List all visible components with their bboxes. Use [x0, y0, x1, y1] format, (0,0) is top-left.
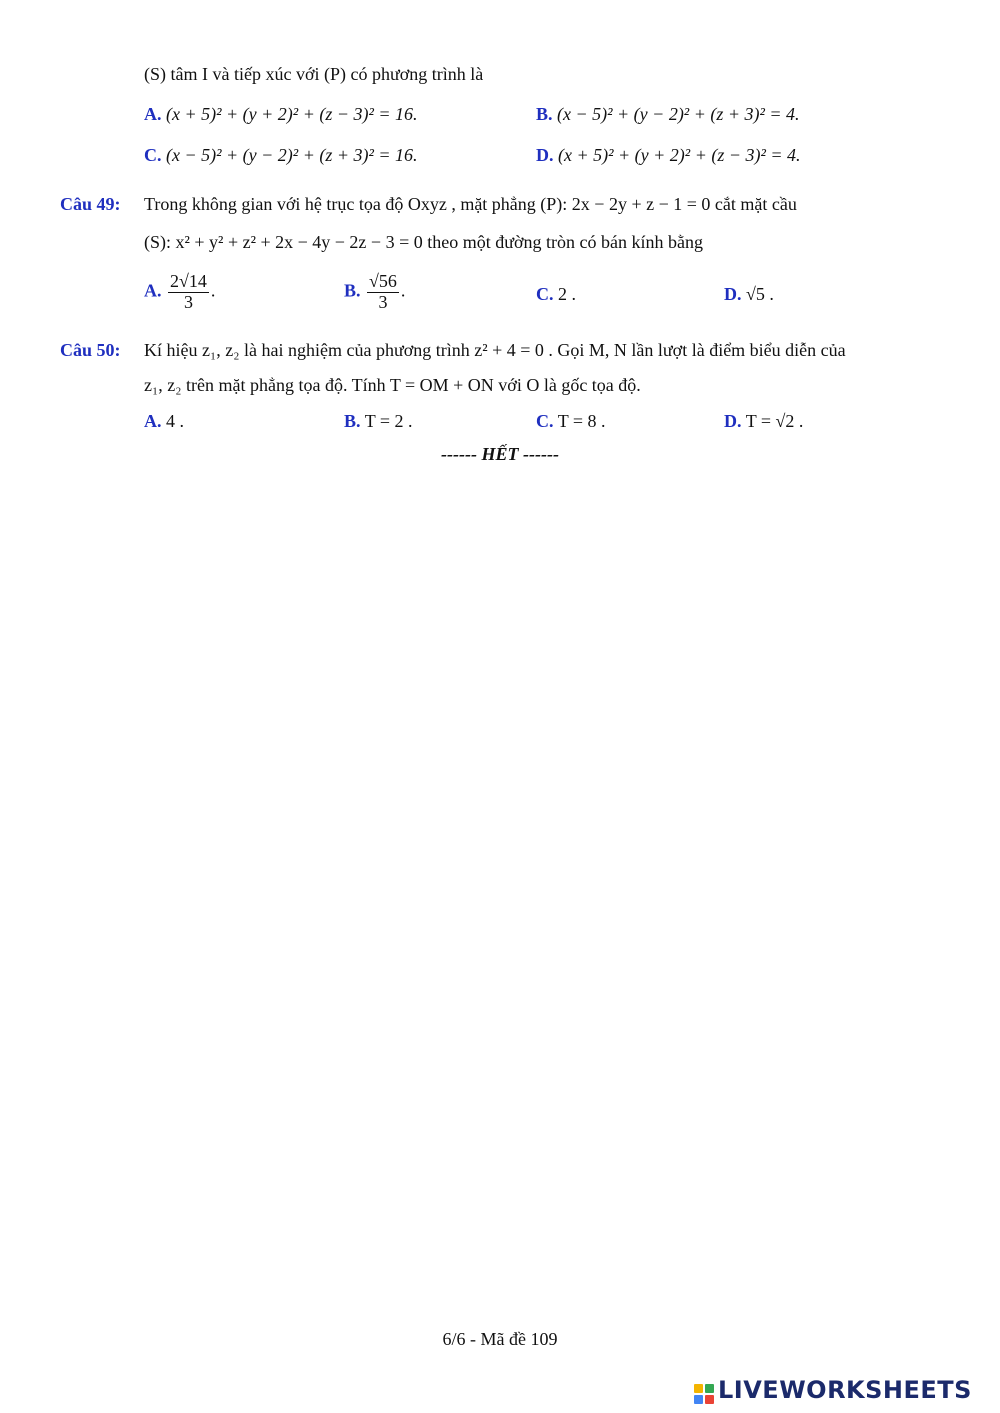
option-label: D. [724, 284, 742, 304]
option-text: T = 2 . [364, 411, 413, 431]
fraction-numerator: √56 [369, 271, 397, 291]
liveworksheets-watermark [694, 1376, 972, 1404]
q49-option-a[interactable] [144, 272, 215, 313]
option-label: B. [344, 411, 361, 431]
q48-stem: (S) tâm I và tiếp xúc với (P) có phương trình là [144, 64, 484, 84]
option-text: T = 8 . [557, 411, 606, 431]
fraction [367, 272, 399, 313]
option-text: (x + 5)² + (y + 2)² + (z − 3)² = 16. [166, 104, 418, 124]
q49-option-c[interactable] [536, 284, 576, 305]
fraction-denominator: 3 [378, 291, 388, 312]
fraction-denominator: 3 [183, 291, 193, 312]
option-label: A. [144, 280, 162, 301]
option-text: (x − 5)² + (y − 2)² + (z + 3)² = 4. [557, 104, 800, 124]
q49-stem-line1: Trong không gian với hệ trục tọa độ Oxyz , mặt phẳng (P): 2x − 2y + z − 1 = 0 cắt mặt cầu [144, 194, 797, 214]
q48-option-b[interactable] [536, 104, 800, 125]
option-label: D. [724, 411, 742, 431]
option-text: 4 . [166, 411, 184, 431]
option-text: 2 . [558, 284, 576, 304]
option-label: C. [536, 284, 554, 304]
q49-option-d[interactable] [724, 284, 774, 305]
q50-option-d[interactable] [724, 411, 803, 432]
option-label: C. [144, 145, 162, 165]
option-text: √5 . [746, 284, 774, 304]
option-label: A. [144, 104, 162, 124]
option-tail: . [400, 280, 406, 301]
q50-stem-line2: z₁, z₂ trên mặt phẳng tọa độ. Tính T = OM + ON với O là gốc tọa độ. [144, 375, 641, 395]
q50-label: Câu 50: [60, 340, 121, 360]
q48-option-a[interactable] [144, 104, 418, 125]
q49-stem-line2: (S): x² + y² + z² + 2x − 4y − 2z − 3 = 0 theo một đường tròn có bán kính bằng [144, 232, 703, 252]
option-text: (x + 5)² + (y + 2)² + (z − 3)² = 4. [558, 145, 801, 165]
q48-option-c[interactable] [144, 145, 418, 166]
option-label: B. [344, 280, 361, 301]
q48-option-d[interactable] [536, 145, 801, 166]
q50-option-b[interactable] [344, 411, 413, 432]
q50-option-a[interactable] [144, 411, 184, 432]
page-footer: 6/6 - Mã đề 109 [442, 1329, 558, 1349]
option-tail: . [210, 280, 216, 301]
option-label: B. [536, 104, 553, 124]
option-text: T = √2 . [745, 411, 804, 431]
fraction-numerator: 2√14 [170, 271, 207, 291]
q49-label: Câu 49: [60, 194, 121, 214]
liveworksheets-logo-icon [694, 1384, 714, 1404]
fraction [168, 272, 209, 313]
q49-option-b[interactable] [344, 272, 405, 313]
q50-stem-line1: Kí hiệu z₁, z₂ là hai nghiệm của phương trình z² + 4 = 0 . Gọi M, N lần lượt là điểm biểu diễn của [144, 340, 846, 360]
option-text: (x − 5)² + (y − 2)² + (z + 3)² = 16. [166, 145, 418, 165]
watermark-text: LIVEWORKSHEETS [718, 1376, 972, 1404]
q50-option-c[interactable] [536, 411, 606, 432]
option-label: D. [536, 145, 554, 165]
end-marker: ------ HẾT ------ [441, 444, 559, 464]
option-label: C. [536, 411, 554, 431]
option-label: A. [144, 411, 162, 431]
